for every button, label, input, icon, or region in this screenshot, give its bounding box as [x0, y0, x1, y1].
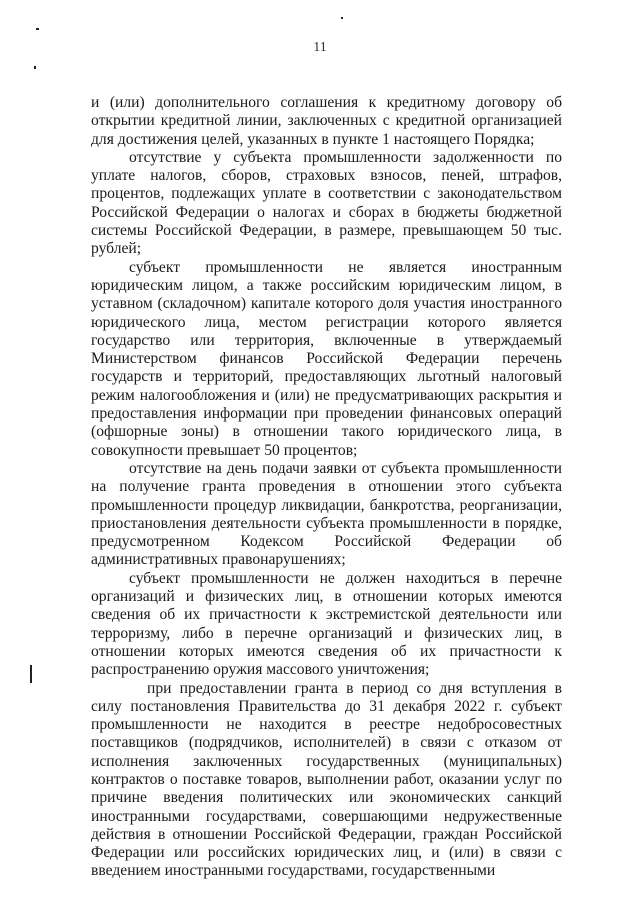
- paragraph-3: субъект промышленности не является иностранным юридическим лицом, а также российским юридическим лицом, в уставном (складочном) капитале которого доля участия иностранного юридического лица, местом регистрации которого является государство или территория, включенные в утверждаемый Министерством финансов Российской Федерации перечень государств и территорий, предоставляющих льготный налоговый режим налогообложения и (или) не предусматривающих раскрытия и предоставления информации при проведении финансовых операций (офшорные зоны) в отношении такого юридического лица, в совокупности превышает 50 процентов;: [91, 258, 562, 459]
- paragraph-2: отсутствие у субъекта промышленности задолженности по уплате налогов, сборов, страховых взносов, пеней, штрафов, процентов, подлежащих уплате в соответствии с законодательством Российской Федерации о налогах и сборах в бюджеты бюджетной системы Российской Федерации, в размере, превышающем 50 тыс. рублей;: [91, 148, 562, 258]
- paragraph-5: субъект промышленности не должен находиться в перечне организаций и физических лиц, в отношении которых имеются сведения об их причастности к экстремистской деятельности или терроризму, либо в перечне организаций и физических лиц, в отношении которых имеются сведения об их причастности к распространению оружия массового уничтожения;: [91, 569, 562, 679]
- paragraph-1: и (или) дополнительного соглашения к кредитному договору об открытии кредитной линии, заключенных с кредитной организацией для достижения целей, указанных в пункте 1 настоящего Порядка;: [91, 94, 562, 148]
- document-body: [91, 94, 562, 881]
- paragraph-4: отсутствие на день подачи заявки от субъекта промышленности на получение гранта проведения в отношении этого субъекта промышленности процедур ликвидации, банкротства, реорганизации, приостановления деятельности субъекта промышленности в порядке, предусмотренном Кодексом Российской Федерации об административных правонарушениях;: [91, 459, 562, 569]
- page-number: 11: [313, 40, 327, 55]
- scan-mark-margin-bar: [30, 665, 32, 683]
- scan-mark-top-center: [341, 17, 343, 19]
- paragraph-6: при предоставлении гранта в период со дня вступления в силу постановления Правительства до 31 декабря 2022 г. субъект промышленности не находится в реестре недобросовестных поставщиков (подрядчиков, исполнителей) в связи с отказом от исполнения заключенных государственных (муниципальных) контрактов о поставке товаров, выполнении работ, оказании услуг по причине введения политических или экономических санкций иностранными государствами, совершающими недружественные действия в отношении Российской Федерации, граждан Российской Федерации или российских юридических лиц, и (или) в связи с введением иностранными государствами, государственными: [91, 679, 562, 880]
- scan-mark-top-left: [36, 28, 39, 30]
- scan-mark-left: [34, 66, 36, 69]
